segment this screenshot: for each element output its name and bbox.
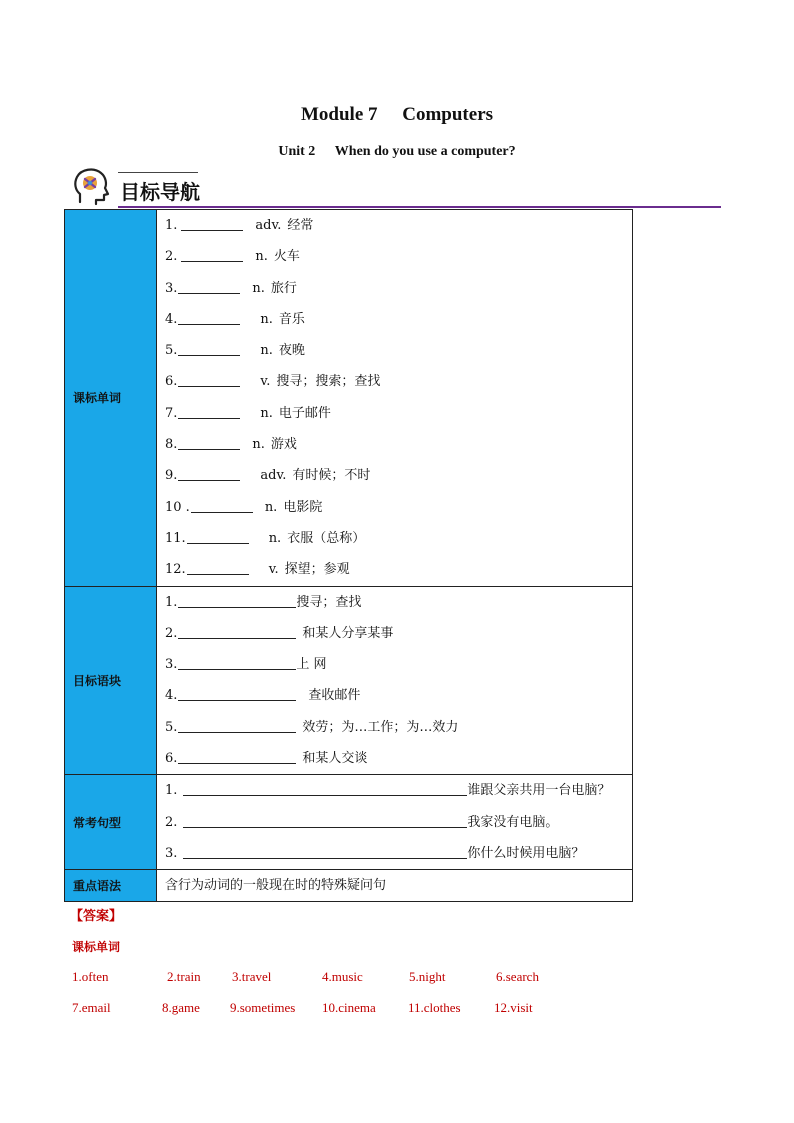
answer-item: 5.night: [409, 969, 446, 984]
phrases-section: [65, 586, 633, 775]
answer-blank: [178, 749, 296, 764]
sentence-row: [165, 838, 632, 869]
answer-item: 1.often: [72, 969, 109, 984]
answer-blank: [183, 844, 467, 859]
answer-blank: [178, 279, 240, 294]
answer-blank: [178, 341, 240, 356]
nav-top-rule: [118, 172, 198, 173]
item-number: 12.: [165, 562, 186, 578]
phrase-row: [165, 587, 632, 618]
item-number: 1.: [165, 218, 178, 233]
answer-item: 10.cinema: [322, 1000, 376, 1015]
vocab-list: [157, 210, 633, 587]
item-number: 10 .: [165, 499, 190, 515]
part-of-speech: n.: [252, 437, 265, 453]
answer-item: 12.visit: [494, 1000, 533, 1015]
answer-blank: [178, 686, 296, 701]
answer-category: 课标单词: [72, 940, 121, 954]
answer-blank: [178, 435, 240, 450]
item-number: 8.: [165, 437, 178, 453]
item-number: 3.: [165, 845, 178, 861]
meaning: 查收邮件: [308, 688, 361, 704]
module-title: [0, 104, 794, 126]
meaning: 游戏: [270, 437, 297, 453]
answer-blank: [178, 655, 296, 670]
answer-blank: [191, 498, 253, 513]
grammar-text: 含行为动词的一般现在时的特殊疑问句: [157, 870, 633, 902]
vocab-row: [165, 398, 632, 429]
answer-blank: [178, 466, 240, 481]
vocab-row: [165, 554, 632, 585]
item-number: 7.: [165, 405, 178, 421]
part-of-speech: n.: [260, 343, 273, 359]
vocab-row: [165, 460, 632, 491]
answer-blank: [187, 560, 249, 575]
answer-item: 2.train: [167, 969, 201, 984]
answer-item: 4.music: [322, 969, 363, 984]
nav-underline: [118, 206, 721, 208]
vocab-row: [165, 210, 632, 241]
meaning: 效劳；为…工作；为…效力: [302, 719, 459, 735]
meaning: 电子邮件: [278, 405, 331, 421]
grammar-section: [65, 870, 633, 902]
answer-blank: [187, 529, 249, 544]
sentences-section: [65, 775, 633, 870]
vocab-row: [165, 429, 632, 460]
item-number: 1.: [165, 783, 178, 799]
answer-blank: [178, 624, 296, 639]
answer-heading: 【答案】: [70, 909, 123, 924]
vocab-row: [165, 241, 632, 272]
part-of-speech: n.: [252, 280, 265, 296]
item-number: 6.: [165, 374, 178, 390]
meaning: 探望；参观: [284, 562, 350, 578]
nav-title: 目标导航: [120, 180, 200, 204]
meaning: 经常: [287, 218, 314, 233]
answer-blank: [178, 310, 240, 325]
answer-item: 7.email: [72, 1000, 111, 1015]
answer-item: 8.game: [162, 1000, 200, 1015]
phrases-label: 目标语块: [65, 586, 157, 775]
phrase-row: [165, 618, 632, 649]
part-of-speech: n.: [255, 249, 268, 265]
answer-blank: [178, 718, 296, 733]
item-number: 3.: [165, 280, 178, 296]
meaning: 搜寻；搜索；查找: [276, 374, 381, 390]
phrases-list: [157, 586, 633, 775]
meaning: 我家没有电脑。: [467, 814, 559, 830]
answer-blank: [178, 404, 240, 419]
vocab-row: [165, 366, 632, 397]
part-of-speech: n.: [260, 311, 273, 327]
part-of-speech: adv.: [255, 218, 282, 233]
head-brain-icon: [72, 166, 110, 206]
answer-blank: [181, 247, 243, 262]
vocab-row: [165, 273, 632, 304]
answer-blank: [178, 372, 240, 387]
meaning: 音乐: [278, 311, 305, 327]
item-number: 5.: [165, 719, 178, 735]
part-of-speech: adv.: [260, 468, 287, 484]
sentences-label: 常考句型: [65, 775, 157, 870]
part-of-speech: v.: [268, 562, 279, 578]
phrase-row: [165, 649, 632, 680]
item-number: 2.: [165, 625, 178, 641]
meaning: 火车: [273, 249, 300, 265]
phrase-row: [165, 680, 632, 711]
meaning: 衣服（总称）: [287, 530, 366, 546]
part-of-speech: n.: [264, 499, 278, 515]
unit-number: Unit 2: [278, 144, 316, 159]
item-number: 6.: [165, 751, 178, 767]
sentences-list: [157, 775, 633, 870]
item-number: 9.: [165, 468, 178, 484]
item-number: 5.: [165, 343, 178, 359]
part-of-speech: v.: [260, 374, 271, 390]
meaning: 旅行: [270, 280, 297, 296]
meaning: 你什么时候用电脑？: [467, 845, 585, 861]
phrase-row: [165, 743, 632, 774]
item-number: 1.: [165, 594, 178, 610]
vocab-section: [65, 210, 633, 587]
meaning: 谁跟父亲共用一台电脑？: [467, 783, 611, 799]
sentence-row: [165, 807, 632, 838]
answer-blank: [183, 813, 467, 828]
grammar-label: 重点语法: [65, 870, 157, 902]
vocab-row: [165, 523, 632, 554]
answer-item: 11.clothes: [408, 1000, 461, 1015]
vocab-row: [165, 335, 632, 366]
phrase-row: [165, 712, 632, 743]
item-number: 2.: [165, 814, 178, 830]
item-number: 4.: [165, 688, 178, 704]
sentence-row: [165, 775, 632, 806]
answer-blank: [183, 781, 467, 796]
meaning: 和某人分享某事: [302, 625, 394, 641]
meaning: 和某人交谈: [302, 751, 368, 767]
answer-blank: [178, 593, 296, 608]
module-number: Module 7: [300, 104, 378, 125]
vocab-row: [165, 492, 632, 523]
item-number: 11.: [165, 530, 186, 546]
item-number: 2.: [165, 249, 178, 265]
part-of-speech: n.: [268, 530, 282, 546]
meaning: 搜寻；查找: [296, 594, 362, 610]
unit-title: [0, 144, 794, 160]
item-number: 4.: [165, 311, 178, 327]
vocab-label: 课标单词: [65, 210, 157, 587]
answer-blank: [181, 216, 243, 231]
meaning: 有时候；不时: [292, 468, 371, 484]
unit-name: When do you use a computer?: [334, 144, 516, 159]
vocab-row: [165, 304, 632, 335]
module-name: Computers: [402, 104, 494, 125]
answer-item: 6.search: [496, 969, 539, 984]
meaning: 夜晚: [278, 343, 305, 359]
meaning: 上 网: [296, 657, 327, 673]
answer-item: 9.sometimes: [230, 1000, 296, 1015]
item-number: 3.: [165, 657, 178, 673]
study-table: [64, 209, 633, 902]
answer-item: 3.travel: [232, 969, 272, 984]
meaning: 电影院: [283, 499, 323, 515]
part-of-speech: n.: [260, 405, 273, 421]
